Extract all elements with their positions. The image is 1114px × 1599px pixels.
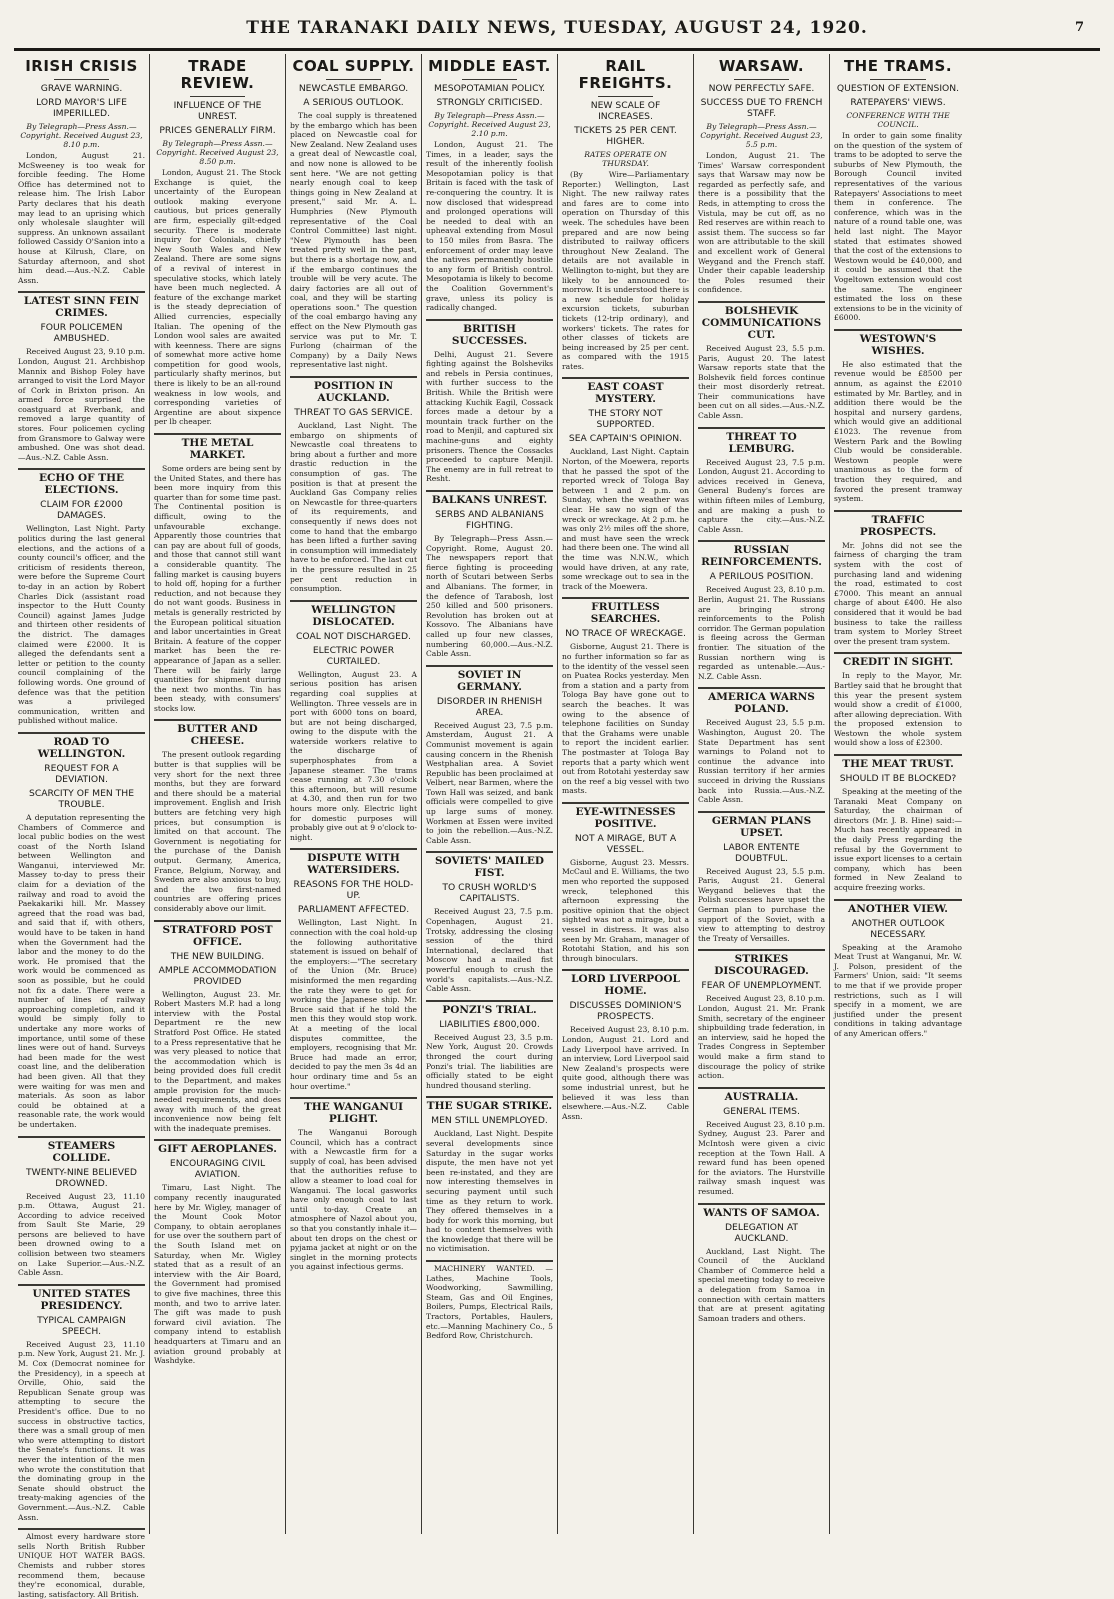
section-headline: POSITION IN AUCKLAND.: [290, 376, 417, 404]
section-headline: UNITED STATES PRESIDENCY.: [18, 1284, 145, 1312]
headline-divider: [870, 79, 926, 80]
subheading: REASONS FOR THE HOLD-UP.: [293, 879, 414, 902]
section-headline: WANTS OF SAMOA.: [698, 1203, 825, 1219]
section-headline: CREDIT IN SIGHT.: [834, 652, 962, 668]
section-headline: BALKANS UNREST.: [426, 490, 553, 506]
subheading: SCARCITY OF MEN THE TROUBLE.: [28, 787, 134, 810]
columns-container: [14, 54, 1104, 1599]
subheading: SUCCESS DUE TO FRENCH STAFF.: [700, 97, 823, 119]
subheading: TYPICAL CAMPAIGN SPEECH.: [37, 1314, 126, 1337]
section-headline: GIFT AEROPLANES.: [154, 1139, 281, 1155]
subheading: DISCUSSES DOMINION'S PROSPECTS.: [569, 1000, 682, 1023]
article-headline: MIDDLE EAST.: [428, 57, 551, 75]
article-body: Wellington, August 23. A serious position has arisen regarding coal supplies at Wellington. Three vessels are in port with 6000 tons on board, but are not being discharged, owing to the dispute with the waterside workers relative to the discharge of superphosphates from a Japanese steamer. The trams cease running at 7.30 o'clock this afternoon, but will resume at 4.30, and then run for two hours more only. Electric light for domestic purposes will probably give out at 9 o'clock to-night.: [290, 669, 417, 842]
column-4: [422, 54, 558, 1534]
subheading: SERBS AND ALBANIANS FIGHTING.: [435, 509, 544, 531]
article-body: Received August 23, 8.10 p.m. London, August 21. Mr. Frank Smith, secretary of the engineer shipbuilding trade federation, in an interview, said he hoped the Trades Congress in September would make a firm stand to discourage the policy of strike action.: [698, 994, 825, 1081]
subheading: THE NEW BUILDING.: [170, 950, 265, 962]
section-headline: BUTTER AND CHEESE.: [154, 719, 281, 747]
section-headline: ROAD TO WELLINGTON.: [18, 732, 145, 760]
section-headline: ANOTHER VIEW.: [834, 899, 962, 915]
column-1: [14, 54, 150, 1599]
article-body: By Telegraph—Press Assn.—Copyright. Rome, August 20. The newspapers report that fierce fighting is proceeding north of Scutari between Serbs and Albanians. The former, in the defence of Tarabosh, lost 250 killed and 500 prisoners. Revolution has broken out at Kossovo. The Albanians have called up four new classes, numbering 60,000.—Aus.-N.Z. Cable Assn.: [426, 534, 553, 659]
subheading: SHOULD IT BE BLOCKED?: [839, 773, 957, 785]
section-headline: EAST COAST MYSTERY.: [562, 377, 689, 405]
column-2: [150, 54, 286, 1534]
dateline: CONFERENCE WITH THE COUNCIL.: [846, 111, 950, 129]
subheading: NO TRACE OF WRECKAGE.: [565, 628, 686, 640]
subheading: TICKETS 25 PER CENT. HIGHER.: [574, 125, 677, 147]
headline-divider: [190, 96, 246, 97]
article-body: Received August 23, 8.10 p.m. Sydney, August 23. Parer and McIntosh were given a civic reception at the Town Hall. A reward fund has been opened for the aviators. The Hurstville railway smash inquest was resumed.: [698, 1119, 825, 1196]
section-headline: DISPUTE WITH WATERSIDERS.: [290, 848, 417, 876]
article-body: London, August 21. The Stock Exchange is quiet, the uncertainty of the European outlook making everyone cautious, but prices generally are firm, especially gilt-edged security. There is moderate inquiry for Colonials, chiefly New South Wales and New Zealand. There are some signs of a revival of interest in speculative stocks, which lately have been much neglected. A feature of the exchange market is the steady depreciation of Allied currencies, especially Italian. The opening of the London wool sales are awaited with keenness. There are signs of somewhat more active home competition for good wools, particularly shafty merinos, but there is likely to be an all-round weakness in low wools, and corresponding varieties of Argentine are about sixpence per lb cheaper.: [154, 168, 281, 427]
section-headline: THREAT TO LEMBURG.: [698, 427, 825, 455]
article-body: Delhi, August 21. Severe fighting against the Bolsheviks and rebels in Persia continues, with further success to the British. While the British were attacking Kuchik Eagil, Cossack forces made a detour by a mountain track further on the road to Menjil, and captured six machine-guns and eighty prisoners. Thence the Cossacks proceeded to capture Menjil. The enemy are in full retreat to Resht.: [426, 349, 553, 484]
article-body: The coal supply is threatened by the embargo which has been placed on Newcastle coal for New Zealand. New Zealand uses a great deal of Newcastle coal, and now none is allowed to be sent here. "We are not getting nearly enough coal to keep things going in New Zealand at present," said Mr. A. L. Humphries (New Plymouth representative of the Coal Control Committee) last night. "New Plymouth has been treated pretty well in the past, but there is a shortage now, and if the embargo continues the trouble will be very acute. The dairy factories are all out of coal, and they will be starting operations soon." The question of the coal embargo having any effect on the New Plymouth gas service was put to Mr. T. Furlong (chairman of the Company) by a Daily News representative last night.: [290, 111, 417, 370]
article-body: Gisborne, August 21. There is no further information so far as to the identity of the vessel seen on Puatea Rocks yesterday. Men from a station and a party from Tologa Bay have gone out to search the beaches. It was owing to the absence of telephone facilities on Sunday that the Grahams were unable to report the incident earlier. The postmaster at Tologa Bay reports that a party which went out from Rototahi yesterday saw on the reef a big vessel with two masts.: [562, 642, 689, 796]
subheading: THREAT TO GAS SERVICE.: [294, 407, 413, 419]
article-body: Auckland, Last Night. Captain Norton, of the Moewera, reports that he passed the spot of the reported wreck of Tologa Bay between 1 and 2 p.m. on Sunday, when the weather was clear. He saw no sign of the wreck or wreckage. At 2 p.m. he was only 2½ miles off the shore, and must have seen the wreck had there been one. The wind all the time was N.N.W., which would have driven, at any rate, some wreckage out to sea in the track of the Moewera.: [562, 447, 689, 591]
section-headline: LATEST SINN FEIN CRIMES.: [18, 291, 145, 319]
section-headline: THE MEAT TRUST.: [834, 754, 962, 770]
subheading: COAL NOT DISCHARGED.: [296, 630, 411, 642]
article-body: Auckland, Last Night. The Council of the Auckland Chamber of Commerce held a special meeting today to receive a delegation from Samoa in connection with certain matters that are at present agitating Samoan traders and others.: [698, 1246, 825, 1323]
subheading: LIABILITIES £800,000.: [439, 1018, 540, 1030]
article-body: Received August 23, 11.10 p.m. New York, August 21. Mr. J. M. Cox (Democrat nominee for the Presidency), in a speech at Orville, Ohio, said the Republican Senate group was attempting to secure the President's office. Due to no success in obstructive tactics, there was a small group of men who were attempting to distort the Senate's functions. It was never the intention of the men who wrote the constitution that the dominating group in the Senate should obstruct the treaty-making agencies of the Government.—Aus.-N.Z. Cable Assn.: [18, 1339, 145, 1522]
article-body: Received August 23, 5.5 p.m. Paris, August 20. The latest Warsaw reports state that the Bolshevik field forces continue their most disorderly retreat. Their communications have been cut on all sides.—Aus.-N.Z. Cable Assn.: [698, 343, 825, 421]
subheading: MESOPOTAMIAN POLICY.: [434, 83, 545, 94]
article-body: London, August 21. The Times' Warsaw correspondent says that Warsaw may now be regarded as perfectly safe, and there is a possibility that the Reds, in attempting to cross the Vistula, may be cut off, as no Red reserves are within reach to assist them. The success so far won are attributable to the skill and excellent work of General Weygand and the French staff. Under their capable leadership the Poles resumed their confidence.: [698, 151, 825, 295]
page-number: 7: [1074, 20, 1084, 35]
dateline: By Telegraph—Press Assn.—Copyright. Received August 23, 5.5 p.m.: [700, 122, 823, 149]
article-body: Received August 23, 7.5 p.m. Copenhagen, August 21. Trotsky, addressing the closing session of the third International, declared that Moscow had a mailed fist powerful enough to crush the world's capitalists.—Aus.-N.Z. Cable Assn.: [426, 907, 553, 994]
headline-divider: [54, 79, 110, 80]
article-body: Speaking at the meeting of the Taranaki Meat Company on Saturday, the chairman of directors (Mr. J. B. Hine) said:—Much has recently appeared in the daily Press regarding the refusal by the Government to issue export licenses to a certain company, which has been formed in New Zealand to acquire freezing works.: [834, 787, 962, 892]
advertisement-text: MACHINERY WANTED. — Lathes, Machine Tools, Woodworking, Sawmilling, Steam, Gas and Oil Engines, Boilers, Pumps, Electrical Rails, Tractors, Portables, Haulers, etc.—Manning Machinery Co., 5 Bedford Row, Christchurch.: [426, 1260, 553, 1341]
masthead-title: THE TARANAKI DAILY NEWS, TUESDAY, AUGUST 24, 1920.: [246, 18, 868, 38]
article-body: Received August 23, 7.5 p.m. London, August 21. According to advices received in Geneva, General Budeny's forces are within fifteen miles of Lemburg, and are making a push to capture the city.—Aus.-N.Z. Cable Assn.: [698, 457, 825, 534]
article-body: Speaking at the Aramoho Meat Trust at Wanganui, Mr. W. J. Polson, president of the Farmers' Union, said: "It seems to me that if we provide proper restrictions, such as I will specify in a moment, we are justified under the present conditions in taking advantage of any American offers.": [834, 942, 962, 1038]
article-headline: THE TRAMS.: [843, 57, 953, 75]
article-body: Gisborne, August 23. Messrs. McCaul and E. Williams, the two men who reported the supposed wreck, telephoned this afternoon expressing the positive opinion that the object sighted was not a mirage, but a vessel in distress. It was also seen by Mr. Graham, manager of Rototahi Station, and his son through binoculars.: [562, 857, 689, 963]
section-headline: WELLINGTON DISLOCATED.: [290, 600, 417, 628]
subheading: LORD MAYOR'S LIFE IMPERILLED.: [36, 97, 127, 119]
headline-divider: [326, 79, 382, 80]
article-body: He also estimated that the revenue would be £8500 per annum, as against the £2010 estimated by Mr. Bartley, and in addition there would be the hospital and nursery gardens, which would give an additional £1023. The revenue from Western Park and the Bowling Club would be considerable. Westown people were unanimous as to the form of traction they required, and favored the present tramway system.: [834, 359, 962, 504]
article-body: (By Wire—Parliamentary Reporter.) Wellington, Last Night. The new railway rates and fares are to come into operation on Thursday of this week. The schedules have been prepared and are now being distributed to railway officers throughout New Zealand. The details are not available in Wellington to-night, but they are likely to be announced to-morrow. It is understood there is a new schedule for holiday excursion tickets, suburban tickets (12-trip ordinary), and workers' tickets. The rates for other classes of tickets are being increased by 25 per cent. as compared with the 1915 rates.: [562, 170, 689, 371]
article-body: Received August 23, 8.10 p.m. Berlin, August 21. The Russians are bringing strong reinforcements to the Polish corridor. The German population is fleeing across the German frontier. The situation of the Russian northern wing is regarded as untenable.—Aus.-N.Z. Cable Assn.: [698, 585, 825, 681]
article-body: Auckland, Last Night. The embargo on shipments of Newcastle coal threatens to bring about a further and more drastic reduction in the consumption of gas. The position is that at present the Auckland Gas Company relies on Newcastle for three-quarters of its requirements, and consequently if news does not come to hand that the embargo has been lifted a further saving in consumption will immediately have to be enforced. The last cut in the pressure resulted in 25 per cent reduction in consumption.: [290, 421, 417, 594]
article-body: Wellington, Last Night. Party politics during the last general elections, and the actions of a county council's officer, and the criticism of residents thereon, were before the Supreme Court to-day in an action by Robert Charles Dick (assistant road inspector to the Hutt County Council) against James Judge and thirteen other residents of the district. The damages claimed were £2000. It is alleged the defendants sent a letter or petition to the county council complaining of the following words. One ground of defence was that the petition was a privileged communication, written and published without malice.: [18, 524, 145, 726]
section-headline: STRIKES DISCOURAGED.: [698, 949, 825, 977]
article-body: Received August 23, 5.5 p.m. Paris, August 21. General Weygand believes that the Polish successes have upset the German plan to purchase the support of the Soviet, with a view to attempting to destroy the Treaty of Versailles.: [698, 866, 825, 943]
subheading: FEAR OF UNEMPLOYMENT.: [701, 980, 822, 992]
dateline: By Telegraph—Press Assn.—Copyright. Received August 23, 8.50 p.m.: [156, 139, 279, 166]
subheading: TO CRUSH WORLD'S CAPITALISTS.: [442, 882, 537, 905]
column-5: [558, 54, 694, 1534]
subheading: ANOTHER OUTLOOK NECESSARY.: [851, 917, 945, 940]
section-headline: THE SUGAR STRIKE.: [426, 1096, 553, 1112]
section-headline: FRUITLESS SEARCHES.: [562, 597, 689, 625]
subheading: DISORDER IN RHENISH AREA.: [436, 695, 543, 718]
subheading: DELEGATION AT AUCKLAND.: [724, 1221, 799, 1244]
article-body: Received August 23, 9.10 p.m. London, August 21. Archbishop Mannix and Bishop Foley have arranged to visit the Lord Mayor of Cork in Brixton prison. An armed force surprised the coastguard at Rverbank, and removed a large quantity of stores. Four policemen cycling from Gransmore to Galway were ambushed. One was shot dead.—Aus.-N.Z. Cable Assn.: [18, 347, 145, 462]
column-6: [694, 54, 830, 1534]
subheading: AMPLE ACCOMMODATION PROVIDED: [158, 964, 277, 987]
article-body: Received August 23, 11.10 p.m. Ottawa, August 21. According to advice received from Sault Ste Marie, 29 persons are believed to have been drowned owing to a collision between two steamers on Lake Superior.—Aus.-N.Z. Cable Assn.: [18, 1191, 145, 1278]
section-headline: BRITISH SUCCESSES.: [426, 319, 553, 347]
subheading: A SERIOUS OUTLOOK.: [303, 97, 404, 108]
dateline: By Telegraph—Press Assn.—Copyright. Received August 23, 8.10 p.m.: [20, 122, 143, 149]
column-7: [830, 54, 966, 1534]
article-body: Some orders are being sent by the United States, and there has been more inquiry from this quarter than for some time past. The Continental position is difficult, owing to the unfavourable exchange. Apparently those countries that can pay are about full of goods, and those that cannot still want a considerable quantity. The falling market is causing buyers to hold off, hoping for a further reduction, and not because they do not want goods. Business in metals is generally restricted by the European political situation and labor uncertainties in Great Britain. A feature of the copper market has been the re-appearance of Japan as a seller. There will be fairly large quantities for shipment during the next two months. Tin has been steady, with consumers' stocks low.: [154, 464, 281, 713]
section-headline: AUSTRALIA.: [698, 1087, 825, 1103]
article-body: Received August 23, 5.5 p.m. Washington, August 20. The State Department has sent warnings to Poland not to continue the advance into Russian territory if her armies succeed in driving the Russians back into Russia.—Aus.-N.Z. Cable Assn.: [698, 718, 825, 805]
section-headline: THE METAL MARKET.: [154, 433, 281, 461]
article-body: In order to gain some finality on the question of the system of trams to be adopted to serve the suburbs of New Plymouth, the Borough Council invited representatives of the various Ratepayers' Associations to meet them in conference. The conference, which was in the nature of a round table one, was held last night. The Mayor stated that estimates showed that the cost of the extensions to Westown would be £40,000, and it could be assumed that the Vogeltown extension would cost the same. The engineer estimated the loss on these extensions to be in the vicinity of £6000.: [834, 131, 962, 323]
section-headline: STRATFORD POST OFFICE.: [154, 920, 281, 948]
subheading: GENERAL ITEMS.: [723, 1105, 800, 1117]
headline-divider: [734, 79, 790, 80]
subheading: FOUR POLICEMEN AMBUSHED.: [40, 322, 123, 345]
article-body: A deputation representing the Chambers of Commerce and local public bodies on the west coast of the North Island between Wellington and Wanganui, interviewed Mr. Massey to-day to press their claim for a deviation of the railway and road to avoid the Paekakariki hill. Mr. Massey agreed that the road was bad, and said that if, with others, would have to be taken in hand when the Government had the labor and the money to do the work. He promised that the work would be commenced as soon as possible, but he could not fix a date. There were a number of lines of railway approaching completion, and it would be simply folly to undertake any more works of importance, until some of these lines were out of hand. Surveys had been made for the west coast line, and the deliberation had been given. All that they were waiting for was men and materials. As soon as labor could be obtained at a reasonable rate, the work would be undertaken.: [18, 812, 145, 1129]
subheading: TWENTY-NINE BELIEVED DROWNED.: [26, 1166, 137, 1189]
section-headline: RUSSIAN REINFORCEMENTS.: [698, 540, 825, 568]
article-body: Timaru, Last Night. The company recently inaugurated here by Mr. Wigley, manager of the Mount Cook Motor Company, to obtain aeroplanes for use over the southern part of the South Island met on Saturday, when Mr. Wigley stated that as a result of an interview with the Air Board, the Government had promised to give five machines, three this month, and two to arrive later. The gift was made to push forward civil aviation. The company intend to establish headquarters at Timaru and an aviation ground probably at Washdyke.: [154, 1183, 281, 1366]
article-body: The Wanganui Borough Council, which has a contract with a Newcastle firm for a supply of coal, has been advised that the authorities refuse to allow a steamer to load coal for Wanganui. The local gasworks have only enough coal to last until to-day. Create an atmosphere of Nazol about you, so that you constantly inhale it—about ten drops on the chest or pyjama jacket at night or on the singlet in the morning protects you against infectious germs.: [290, 1128, 417, 1272]
article-body: Wellington, Last Night. In connection with the coal hold-up the following authoritative statement is issued on behalf of the employers:—"The secretary of the Union (Mr. Bruce) misinformed the men regarding the rate they were to get for working the Japanese ship. Mr. Bruce said that if he told the men this they would stop work. At a meeting of the local disputes committee, the employers, recognising that Mr. Bruce had made an error, decided to pay the men 3s 4d an hour ordinary time and 5s an hour overtime.": [290, 918, 417, 1091]
subheading: QUESTION OF EXTENSION.: [836, 83, 960, 94]
article-headline: COAL SUPPLY.: [292, 57, 415, 75]
section-headline: GERMAN PLANS UPSET.: [698, 811, 825, 839]
section-headline: BOLSHEVIK COMMUNICATIONS CUT.: [698, 301, 825, 341]
article-body: Auckland, Last Night. Despite several developments since Saturday in the sugar works dispute, the men have not yet been re-instated, and they are now interesting themselves in securing payment until such time as they return to work. They offered themselves in a body for work this morning, but had to content themselves with the knowledge that there will be no victimisation.: [426, 1129, 553, 1254]
subheading: REQUEST FOR A DEVIATION.: [44, 762, 119, 785]
dateline: RATES OPERATE ON THURSDAY.: [584, 150, 667, 168]
subheading: A PERILOUS POSITION.: [709, 571, 814, 583]
section-headline: TRAFFIC PROSPECTS.: [834, 510, 962, 538]
advertisement-text: Almost every hardware store sells North British Rubber UNIQUE HOT WATER BAGS. Chemists and rubber stores recommend them, because they're economical, durable, lasting, satisfactory. All British.: [18, 1528, 145, 1599]
section-headline: AMERICA WARNS POLAND.: [698, 687, 825, 715]
subheading: LABOR ENTENTE DOUBTFUL.: [723, 841, 800, 864]
article-headline: IRISH CRISIS: [25, 57, 138, 75]
article-body: Received August 23, 3.5 p.m. New York, August 20. Crowds thronged the court during Ponzi's trial. The liabilities are officially stated to be eight hundred thousand sterling.: [426, 1032, 553, 1090]
masthead-rule: [14, 48, 1100, 51]
section-headline: SOVIET IN GERMANY.: [426, 665, 553, 693]
article-body: London, August 21. McSweeney is too weak for forcible feeding. The Home Office has determined not to release him. The Irish Labor Party declares that his death may lead to an uprising which only wholesale slaughter will suppress. An unknown assailant followed Cassidy O'Sanion into a house at Kilrush, Clare, on Saturday afternoon, and shot him dead.—Aus.-N.Z. Cable Assn.: [18, 151, 145, 285]
section-headline: ECHO OF THE ELECTIONS.: [18, 468, 145, 496]
section-headline: STEAMERS COLLIDE.: [18, 1136, 145, 1164]
subheading: INFLUENCE OF THE UNREST.: [173, 100, 262, 122]
article-body: Received August 23, 8.10 p.m. London, August 21. Lord and Lady Liverpool have arrived. In an interview, Lord Liverpool said New Zealand's prospects were quite good, although there was some industrial unrest, but he believed it was less than elsewhere.—Aus.-N.Z. Cable Assn.: [562, 1025, 689, 1121]
subheading: ELECTRIC POWER CURTAILED.: [312, 644, 395, 667]
article-body: In reply to the Mayor, Mr. Bartley said that he brought that this year the present system would show a credit of £1000, after allowing depreciation. With the proposed extension to Westown the whole system would show a loss of £2300.: [834, 671, 962, 748]
subheading: NOW PERFECTLY SAFE.: [708, 83, 815, 94]
section-headline: PONZI'S TRIAL.: [426, 1000, 553, 1016]
subheading: NEW SCALE OF INCREASES.: [590, 100, 661, 122]
subheading: PRICES GENERALLY FIRM.: [159, 125, 276, 136]
article-body: London, August 21. The Times, in a leader, says the result of the inherently foolish Mesopotamian policy is that Britain is faced with the task of re-conquering the country. It is now disclosed that widespread and prolonged operations will be needed to deal with an upheaval extending from Mosul to 150 miles from Basra. The enforcement of order may leave the natives permanently hostile to any form of British control. Mesopotamia is likely to become the Coalition Government's grave, unless its policy is radically changed.: [426, 140, 553, 313]
section-headline: LORD LIVERPOOL HOME.: [562, 969, 689, 997]
article-headline: TRADE REVIEW.: [180, 57, 255, 92]
subheading: MEN STILL UNEMPLOYED.: [431, 1115, 548, 1127]
section-headline: THE WANGANUI PLIGHT.: [290, 1097, 417, 1125]
subheading: NEWCASTLE EMBARGO.: [298, 83, 409, 94]
section-headline: SOVIETS' MAILED FIST.: [426, 851, 553, 879]
subheading: NOT A MIRAGE, BUT A VESSEL.: [574, 832, 677, 855]
subheading: THE STORY NOT SUPPORTED.: [588, 408, 663, 431]
subheading: RATEPAYERS' VIEWS.: [850, 97, 946, 108]
section-headline: WESTOWN'S WISHES.: [834, 329, 962, 357]
article-headline: RAIL FREIGHTS.: [578, 57, 673, 92]
article-body: Mr. Johns did not see the fairness of charging the tram system with the cost of purchasing land and widening the road, estimated to cost £7000. This meant an annual charge of about £400. He also considered that it would be bad business to take the railless tram system to Morley Street over the present tram system.: [834, 540, 962, 646]
headline-divider: [598, 96, 654, 97]
article-headline: WARSAW.: [718, 57, 805, 75]
section-headline: EYE-WITNESSES POSITIVE.: [562, 802, 689, 830]
column-3: [286, 54, 422, 1534]
article-body: The present outlook regarding butter is that supplies will be very short for the next three months, but they are forward and there should be a material improvement. English and Irish butters are fetching very high prices, but consumption is limited on that account. The Government is negotiating for the purchase of the Danish output. Germany, America, France, Belgium, Norway, and Sweden are also anxious to buy, and the two first-named countries are offering prices considerably above our limit.: [154, 750, 281, 913]
subheading: GRAVE WARNING.: [40, 83, 123, 94]
dateline: By Telegraph—Press Assn.—Copyright. Received August 23, 2.10 p.m.: [428, 111, 551, 138]
subheading: ENCOURAGING CIVIL AVIATION.: [169, 1158, 266, 1181]
headline-divider: [462, 79, 518, 80]
article-body: Wellington, August 23. Mr. Robert Masters M.P. had a long interview with the Postal Department re the new Stratford Post Office. He stated to a Press representative that he was very pleased to notice that the accommodation which is being provided does full credit to the Department, and makes ample provision for the much-needed requirements, and does away with much of the great inconvenience now being felt with the inadequate premises.: [154, 989, 281, 1133]
subheading: PARLIAMENT AFFECTED.: [297, 904, 410, 916]
subheading: STRONGLY CRITICISED.: [436, 97, 543, 108]
article-body: Received August 23, 7.5 p.m. Amsterdam, August 21. A Communist movement is again causing concern in the Rhenish Westphalian area. A Soviet Republic has been proclaimed at Velbert, near Barmen, where the Town Hall was seized, and bank officials were compelled to give up large sums of money. Workmen at Essen were invited to join the rebellion.—Aus.-N.Z. Cable Assn.: [426, 720, 553, 845]
subheading: CLAIM FOR £2000 DAMAGES.: [40, 499, 123, 522]
subheading: SEA CAPTAIN'S OPINION.: [568, 433, 683, 445]
